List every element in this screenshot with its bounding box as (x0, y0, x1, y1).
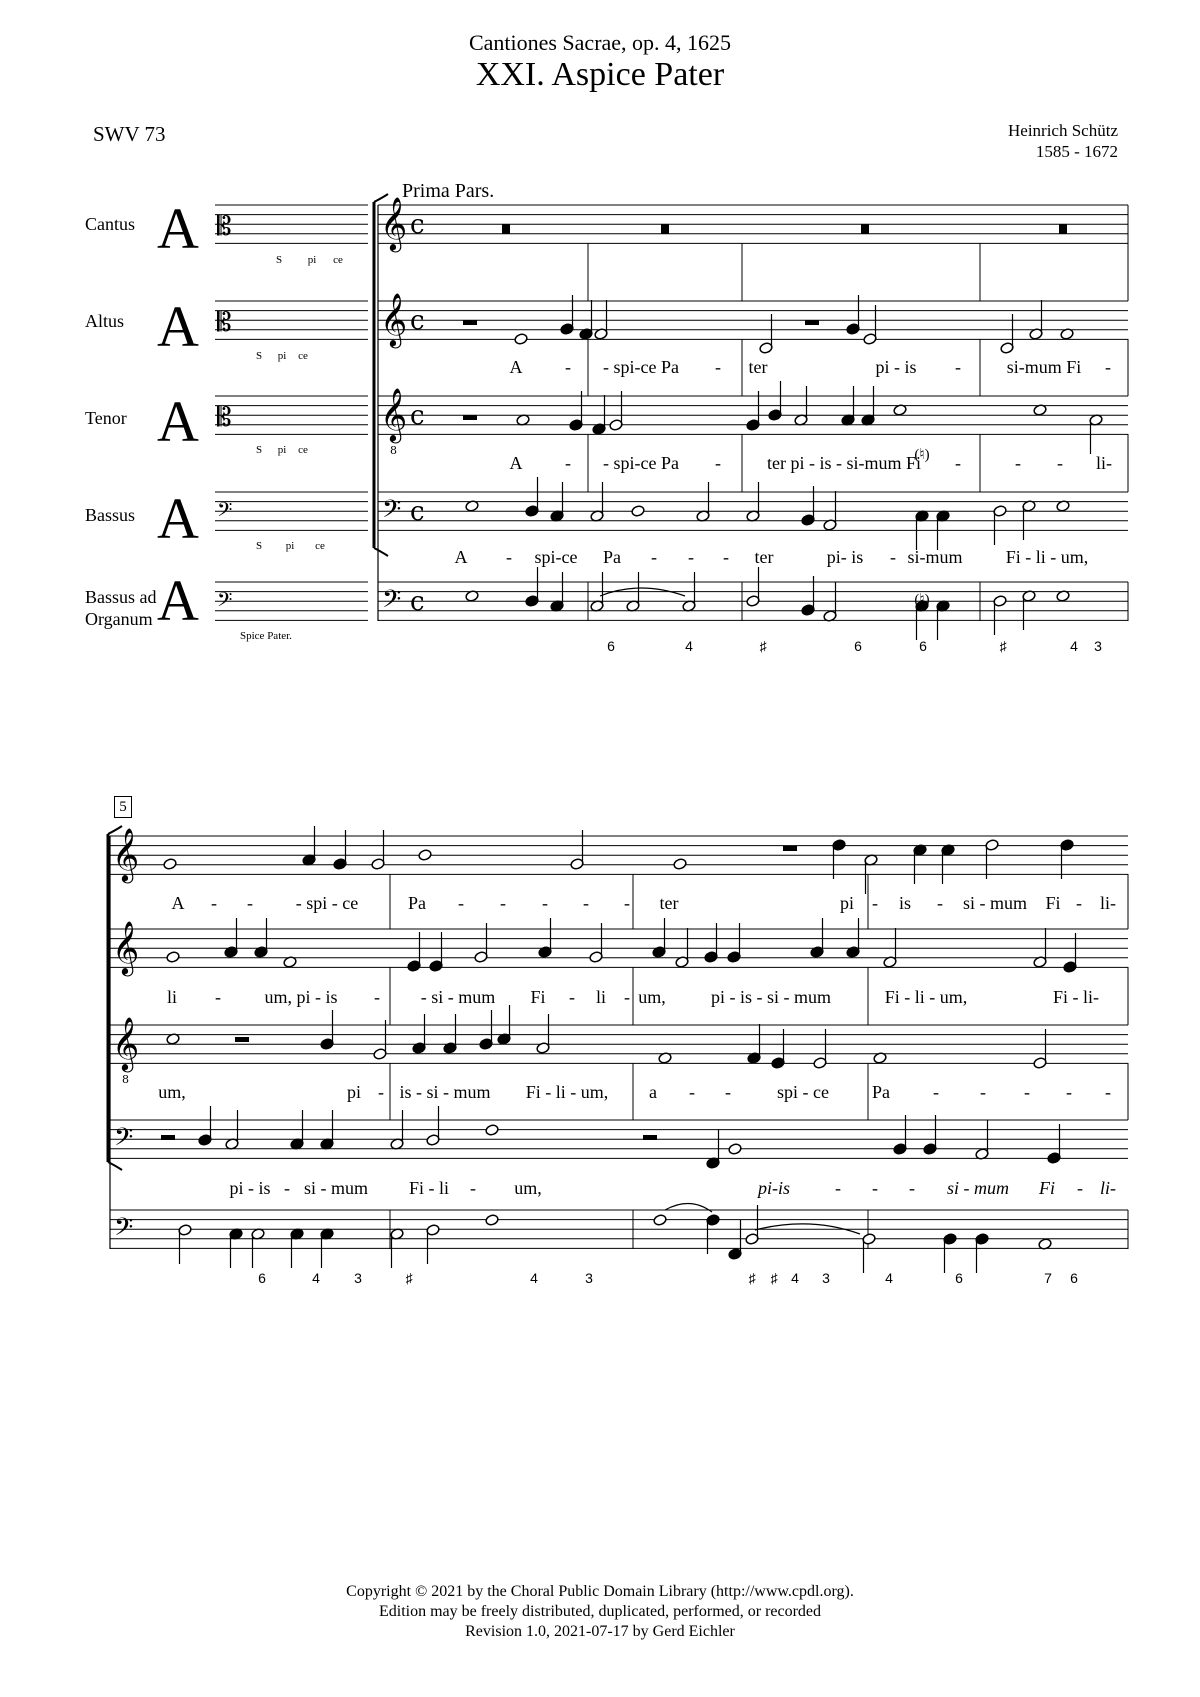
figured-bass-figure: ♯ (999, 638, 1007, 654)
bass-clef: 𝄢 (382, 495, 402, 530)
note (426, 1224, 440, 1264)
figured-bass-figure: 3 (585, 1270, 593, 1286)
note (525, 567, 539, 607)
catalog-number: SWV 73 (93, 122, 166, 146)
lyric-syllable: - (890, 547, 896, 567)
treble-clef: 𝄞 (112, 827, 140, 881)
note (746, 391, 760, 431)
lyric-syllable: - (933, 1082, 939, 1102)
figured-bass-figure: 6 (854, 638, 862, 654)
note (163, 858, 177, 871)
note (407, 932, 421, 972)
octave-mark: 8 (390, 444, 397, 457)
lyric-syllable: - (506, 547, 512, 567)
lyric-syllable: - (583, 893, 589, 913)
staff (110, 1120, 1128, 1158)
lyric-syllable: - (872, 1178, 878, 1198)
figured-bass-figure: 4 (885, 1270, 893, 1286)
lyric-syllable: si-mum Fi (1006, 357, 1082, 377)
note (841, 386, 855, 426)
lyric-syllable: - (723, 547, 729, 567)
figured-bass-figure: ♯ (770, 1270, 778, 1286)
note (832, 839, 846, 879)
note (823, 582, 837, 622)
lyric-syllable: - (1105, 1082, 1111, 1102)
note (390, 1110, 404, 1150)
note (290, 1228, 304, 1268)
figured-bass-figure: 3 (354, 1270, 362, 1286)
piece-title: XXI. Aspice Pater (475, 56, 725, 93)
notehead (728, 1143, 742, 1156)
note (864, 854, 878, 894)
lyric-syllable: - (688, 547, 694, 567)
note (1089, 414, 1103, 454)
lyric-syllable: - (725, 1082, 731, 1102)
incipit-letter-tenor: A (157, 389, 199, 454)
collection-subtitle: Cantiones Sacrae, op. 4, 1625 (468, 30, 732, 55)
rest (643, 1135, 657, 1140)
c-clef: 𝄡 (217, 308, 232, 338)
note (631, 505, 645, 518)
lyric-syllable: - si - mum (420, 987, 496, 1007)
figured-bass-figure: 7 (1044, 1270, 1052, 1286)
note (915, 510, 929, 550)
staff (378, 205, 1128, 243)
figured-bass-figure: ♯ (748, 1270, 756, 1286)
note (320, 1228, 334, 1268)
lyric-syllable: Fi - li (408, 1178, 450, 1198)
lyric-syllable: ter pi - is - si-mum Fi (767, 453, 921, 473)
staff (110, 836, 1128, 874)
notehead (485, 1214, 499, 1227)
note (525, 477, 539, 517)
rest (783, 846, 797, 851)
lyric-syllable: ter (748, 357, 768, 377)
composer-name: Heinrich Schütz (1008, 121, 1118, 140)
incipit-text: ce (333, 254, 343, 266)
lyric-syllable: - (500, 893, 506, 913)
incipit-text: S (255, 444, 263, 456)
lyric-syllable: - (1057, 453, 1063, 473)
note (696, 482, 710, 522)
part-name-bassus: Bassus (85, 505, 136, 525)
section-label: Prima Pars. (402, 180, 495, 202)
part-name-altus: Altus (85, 311, 125, 331)
note (993, 505, 1007, 545)
note (390, 1228, 404, 1268)
lyric-syllable: si - mum (962, 893, 1028, 913)
incipit-text: S (255, 350, 263, 362)
note (479, 1010, 493, 1050)
treble-clef: 𝄞 (380, 196, 408, 250)
lyric-syllable: - (470, 1178, 476, 1198)
barlines (108, 194, 1128, 1249)
lyric-syllable: um, (158, 1082, 186, 1102)
note (923, 1115, 937, 1155)
note (514, 333, 528, 346)
notehead (163, 858, 177, 871)
note (893, 1115, 907, 1155)
note (1022, 590, 1036, 630)
figured-bass-figure: 4 (791, 1270, 799, 1286)
lyric-syllable: - (215, 987, 221, 1007)
lyric-syllable: is (898, 893, 912, 913)
note (251, 1228, 265, 1268)
lyric-syllable: Fi (1039, 1178, 1055, 1198)
figured-bass-figure: 3 (1094, 638, 1102, 654)
figured-bass-figure: 4 (530, 1270, 538, 1286)
note (198, 1106, 212, 1146)
lyric-syllable: - (937, 893, 943, 913)
figured-bass-figure: 6 (955, 1270, 963, 1286)
time-signature: c (410, 210, 425, 240)
lyric-syllable: - (1076, 893, 1082, 913)
staff (110, 1025, 1128, 1063)
note (862, 1233, 876, 1273)
figured-bass-figure: 6 (258, 1270, 266, 1286)
lyric-syllable: - (1015, 453, 1021, 473)
note (746, 567, 760, 607)
note (746, 482, 760, 522)
rest (805, 320, 819, 325)
breve-rest (1059, 224, 1067, 234)
lyric-syllable: um, pi - is (264, 987, 338, 1007)
note (936, 600, 950, 640)
lyric-syllable: - (1077, 1178, 1083, 1198)
time-signature: c (410, 306, 425, 336)
lyric-syllable: - (715, 453, 721, 473)
editorial-accidental: (♮) (914, 592, 930, 608)
lyric-syllable: Fi (530, 987, 546, 1007)
editorial-accidental: (♮) (914, 447, 930, 463)
incipit-text: ce (315, 540, 325, 552)
lyric-syllable: - (211, 893, 217, 913)
tie (665, 1203, 712, 1212)
lyric-syllable: Pa (408, 893, 426, 913)
octave-mark: 8 (122, 1073, 129, 1086)
incipit-text: Spice Pater. (240, 630, 292, 642)
staff (215, 396, 368, 434)
staff (378, 301, 1128, 339)
rest (463, 415, 477, 420)
staff (215, 205, 368, 243)
incipit-letter-organum: A (157, 568, 199, 633)
note (993, 595, 1007, 635)
lyric-syllable: - spi - ce (295, 893, 359, 913)
lyric-syllable: - (569, 987, 575, 1007)
bass-clef: 𝄢 (217, 588, 233, 616)
notehead (631, 505, 645, 518)
lyric-syllable: Pa (603, 547, 621, 567)
figured-bass-figure: 4 (685, 638, 693, 654)
note (429, 932, 443, 972)
incipit-text: pi (307, 254, 317, 266)
treble-clef: 𝄞 (380, 292, 408, 346)
lyric-syllable: - (624, 987, 630, 1007)
measure-number: 5 (114, 796, 132, 818)
lyric-syllable: Fi - li - um, (1005, 547, 1089, 567)
lyric-syllable: - (565, 357, 571, 377)
lyric-syllable: li (595, 987, 607, 1007)
notehead (673, 858, 687, 871)
note (166, 951, 180, 964)
note (861, 386, 875, 426)
note (943, 1233, 957, 1273)
note (550, 482, 564, 522)
part-name-tenor: Tenor (85, 408, 127, 428)
time-signature: c (410, 587, 425, 617)
note (1060, 839, 1074, 879)
note (936, 510, 950, 550)
note (590, 482, 604, 522)
notehead (166, 951, 180, 964)
lyric-syllable: Fi - li - um, (525, 1082, 609, 1102)
footer-copyright (0, 1582, 1200, 1642)
figured-bass-figure: 4 (1070, 638, 1078, 654)
note (913, 844, 927, 884)
note (485, 1214, 499, 1227)
lyric-syllable: pi - is (229, 1178, 271, 1198)
note (609, 391, 623, 431)
lyric-syllable: - spi-ce Pa (603, 453, 679, 473)
notes (161, 224, 1103, 1273)
lyric-syllable: um, (638, 987, 666, 1007)
note (229, 1228, 243, 1268)
lyric-syllable: a (649, 1082, 657, 1102)
note (426, 1106, 440, 1146)
note (178, 1224, 192, 1264)
note (768, 381, 782, 421)
lyric-syllable: Fi (1045, 893, 1061, 913)
lyric-syllable: Fi - li- (1052, 987, 1100, 1007)
rest (463, 320, 477, 325)
figured-bass-figure: ♯ (405, 1270, 413, 1286)
lyric-syllable: spi - ce (777, 1082, 829, 1102)
note (985, 839, 999, 879)
lyric-syllable: - (980, 1082, 986, 1102)
note (225, 1110, 239, 1150)
lyric-syllable: Fi - li - um, (884, 987, 968, 1007)
note (975, 1233, 989, 1273)
note (550, 572, 564, 612)
time-signature: c (410, 401, 425, 431)
lyric-syllable: - (955, 453, 961, 473)
lyric-syllable: si - mum (303, 1178, 369, 1198)
note (626, 572, 640, 612)
bass-clef: 𝄢 (382, 585, 402, 620)
lyric-syllable: - (247, 893, 253, 913)
lyric-syllable: - (715, 357, 721, 377)
footer-line-3: Revision 1.0, 2021-07-17 by Gerd Eichler (465, 1623, 735, 1640)
bass-clef: 𝄢 (114, 1213, 134, 1248)
lyric-syllable: li- (1100, 893, 1116, 913)
treble-clef: 𝄞 (112, 1016, 140, 1070)
lyric-syllable: - (1066, 1082, 1072, 1102)
note (569, 391, 583, 431)
note (290, 1110, 304, 1150)
figured-bass-figure: 4 (312, 1270, 320, 1286)
staff (215, 492, 368, 530)
rest (161, 1135, 175, 1140)
note (320, 1010, 334, 1050)
bass-clef: 𝄢 (217, 498, 233, 526)
lyric-syllable: pi-is (757, 1178, 791, 1198)
lyric-syllable: Pa (872, 1082, 890, 1102)
lyric-syllable: spi-ce (534, 547, 578, 567)
incipit-text: S (255, 540, 263, 552)
notehead (653, 1214, 667, 1227)
lyric-syllable: - (458, 893, 464, 913)
note (373, 1020, 387, 1060)
lyric-syllable: A (454, 547, 468, 567)
note (941, 844, 955, 884)
lyric-syllable: pi (346, 1082, 362, 1102)
bass-clef: 𝄢 (114, 1123, 134, 1158)
note (745, 1205, 759, 1245)
lyric-syllable: A (509, 453, 523, 473)
note (682, 572, 696, 612)
time-signature: c (410, 497, 425, 527)
part-name-cantus: Cantus (85, 214, 136, 234)
incipit-text: pi (277, 350, 287, 362)
lyric-syllable: li- (1096, 453, 1112, 473)
note (728, 1220, 742, 1260)
note (485, 1124, 499, 1137)
part-name-organum-line2: Organum (85, 609, 153, 629)
lyric-syllable: - (955, 357, 961, 377)
note (653, 1214, 667, 1227)
breve-rest (661, 224, 669, 234)
lyric-syllable: - (1105, 357, 1111, 377)
note (975, 1120, 989, 1160)
lyric-syllable: - (689, 1082, 695, 1102)
lyric-syllable: - (374, 987, 380, 1007)
staff (110, 1210, 1128, 1248)
incipit-letter-cantus: A (157, 196, 199, 261)
lyric-syllable: ter (659, 893, 679, 913)
note (590, 572, 604, 612)
figured-bass-figure: 6 (607, 638, 615, 654)
note (673, 858, 687, 871)
note (302, 826, 316, 866)
incipit-text: S (275, 254, 283, 266)
lyric-syllable: - (284, 1178, 290, 1198)
staff (215, 582, 368, 620)
footer-line-2: Edition may be freely distributed, duplicated, performed, or recorded (378, 1603, 822, 1620)
lyric-syllable: li (166, 987, 178, 1007)
note (418, 849, 432, 862)
incipit-text: ce (298, 444, 308, 456)
lyric-syllable: - (909, 1178, 915, 1198)
note (320, 1110, 334, 1150)
note (728, 1143, 742, 1156)
c-clef: 𝄡 (217, 403, 232, 433)
lyric-syllable: pi (839, 893, 855, 913)
lyric-syllable: pi- is (826, 547, 864, 567)
incipit-text: ce (298, 350, 308, 362)
lyric-syllable: um, (514, 1178, 542, 1198)
lyric-syllable: pi - is (875, 357, 917, 377)
incipit-text: pi (277, 444, 287, 456)
figured-bass-figure: 6 (1070, 1270, 1078, 1286)
lyric-syllable: - (651, 547, 657, 567)
composer-dates: 1585 - 1672 (1035, 142, 1118, 161)
incipit-letter-bassus: A (157, 486, 199, 551)
lyric-syllable: si-mum (907, 547, 963, 567)
lyric-syllable: - spi-ce Pa (603, 357, 679, 377)
breve-rest (502, 224, 510, 234)
lyric-syllable: - (378, 1082, 384, 1102)
treble-clef: 𝄞 (112, 920, 140, 974)
figured-bass-figure: 6 (919, 638, 927, 654)
lyric-syllable: ter (754, 547, 774, 567)
incipit-text: pi (285, 540, 295, 552)
lyric-syllable: - (872, 893, 878, 913)
figured-bass-figure: 3 (822, 1270, 830, 1286)
lyric-syllable: - (624, 893, 630, 913)
treble-clef: 𝄞 (380, 387, 408, 441)
rest (235, 1037, 249, 1042)
staff (215, 301, 368, 339)
figured-bass-figure: ♯ (759, 638, 767, 654)
lyric-syllable: is - si - mum (399, 1082, 491, 1102)
lyric-syllable: si - mum (947, 1178, 1009, 1198)
notehead (485, 1124, 499, 1137)
lyric-syllable: - (1024, 1082, 1030, 1102)
notehead (418, 849, 432, 862)
incipit-letter-altus: A (157, 294, 199, 359)
note (1022, 500, 1036, 540)
footer-line-1: Copyright © 2021 by the Choral Public Domain Library (http://www.cpdl.org). (346, 1583, 854, 1600)
c-clef: 𝄡 (217, 212, 232, 242)
lyric-syllable: - (542, 893, 548, 913)
lyric-syllable: pi - is - si - mum (711, 987, 831, 1007)
lyric-syllable: - (565, 453, 571, 473)
part-name-organum-line1: Bassus ad (85, 587, 157, 607)
lyric-syllable: - (835, 1178, 841, 1198)
breve-rest (861, 224, 869, 234)
lyric-syllable: li- (1100, 1178, 1116, 1198)
lyric-syllable: A (171, 893, 185, 913)
notehead (514, 333, 528, 346)
lyric-syllable: A (509, 357, 523, 377)
note (794, 386, 808, 426)
